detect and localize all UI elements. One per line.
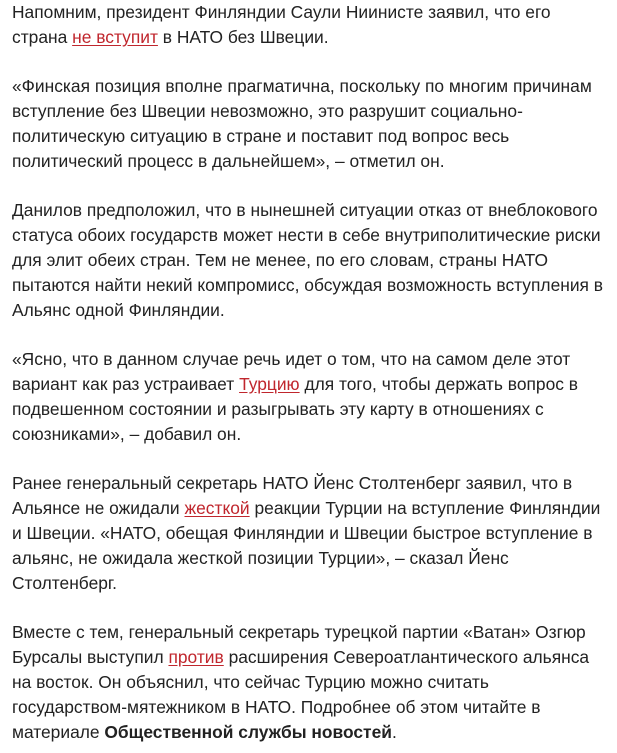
link-ne-vstupit[interactable]: не вступит (72, 27, 158, 47)
paragraph-6-text-after: расширения Североатлантического альянса на восток. Он объяснил, что сейчас Турцию можно считать государством-мятежником в НАТО. Подробнее об этом читайте в материале (12, 647, 590, 742)
paragraph-1-text-after: в НАТО без Швеции. (157, 27, 329, 47)
paragraph-2: «Финская позиция вполне прагматична, поскольку по многим причинам вступление без Швеции невозможно, это разрушит социально-политическую ситуацию в стране и поставит под вопрос весь политический процесс в дальнейшем», – отметил он. (12, 76, 592, 171)
link-zhestkoy[interactable]: жесткой (184, 498, 250, 518)
paragraph-5-text-before: Ранее генеральный секретарь НАТО Йенс Столтенберг заявил, что в Альянсе не ожидали (12, 473, 573, 518)
paragraph-5 (12, 471, 607, 596)
link-turtsiyu[interactable]: Турцию (239, 374, 300, 394)
source-name-bold: Общественной службы новостей (104, 722, 392, 742)
paragraph-5-text-after: реакции Турции на вступление Финляндии и Швеции. «НАТО, обещая Финляндии и Швеции быстрое вступление в альянс, не ожидала жесткой позиции Турции», – сказал Йенс Столтенберг. (12, 498, 601, 593)
paragraph-4-text-after: для того, чтобы держать вопрос в подвешенном состоянии и разыгрывать эту карту в отношениях с союзниками», – добавил он. (12, 374, 579, 444)
paragraph-4-text-before: «Ясно, что в данном случае речь идет о том, что на самом деле этот вариант как раз устраивает (12, 349, 571, 394)
link-protiv[interactable]: против (168, 647, 224, 667)
paragraph-6-text-before: Вместе с тем, генеральный секретарь турецкой партии «Ватан» Озгюр Бурсалы выступил (12, 622, 586, 667)
paragraph-1-text-before: Напомним, президент Финляндии Саули Ниинисте заявил, что его страна (12, 2, 551, 47)
paragraph-1 (12, 0, 607, 50)
paragraph-3: Данилов предположил, что в нынешней ситуации отказ от внеблокового статуса обоих государств может нести в себе внутриполитические риски для элит обеих стран. Тем не менее, по его словам, страны НАТО пытаются найти некий компромисс, обсуждая возможность вступления в Альянс одной Финляндии. (12, 200, 604, 320)
paragraph-6 (12, 620, 607, 745)
paragraph-4 (12, 347, 607, 447)
paragraph-6-text-end: . (391, 722, 397, 742)
